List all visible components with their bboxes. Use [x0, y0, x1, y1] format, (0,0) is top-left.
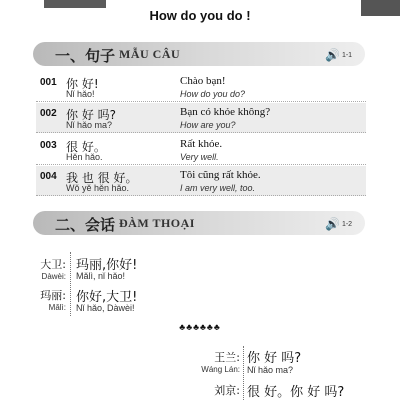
speaker-icon: 🔊 — [325, 217, 340, 231]
sentence-row: 004 我 也 很 好。 Wǒ yě hěn hǎo. Tôi cũng rất khỏe. I am very well, too. — [36, 166, 366, 196]
row-divider — [36, 164, 366, 165]
section-header-dialogue — [33, 211, 365, 235]
row-divider — [36, 101, 366, 102]
section-number-cn: 一、句子 — [55, 47, 116, 65]
lesson-title-vi — [0, 0, 400, 5]
sentence-row: 003 很 好。 Hěn hǎo. Rất khỏe. Very well. — [36, 135, 366, 165]
speaker-separator — [70, 252, 71, 316]
row-divider — [36, 132, 366, 133]
audio-track-1-2[interactable]: 🔊 1-2 — [325, 217, 353, 231]
section-title-vi: MẪU CÂU — [119, 47, 181, 61]
speaker-separator — [243, 346, 244, 400]
ornament-divider: ♣♣♣♣♣♣ — [179, 322, 221, 332]
lesson-title — [0, 0, 400, 23]
row-divider — [36, 195, 366, 196]
sentence-row: 002 你 好 吗? Nǐ hǎo ma? Bạn có khỏe không? How are you? — [36, 103, 366, 133]
audio-track-1-1[interactable]: 🔊 1-1 — [325, 48, 353, 62]
lesson-title-en: How do you do ! — [149, 8, 251, 23]
speaker-icon: 🔊 — [325, 48, 340, 62]
section-title-vi: ĐÀM THOẠI — [119, 216, 195, 230]
section-number-cn: 二、会话 — [55, 216, 116, 234]
sentence-row: 001 你 好! Nǐ hǎo! Chào bạn! How do you do? — [36, 72, 366, 102]
section-header-sentences — [33, 42, 365, 66]
